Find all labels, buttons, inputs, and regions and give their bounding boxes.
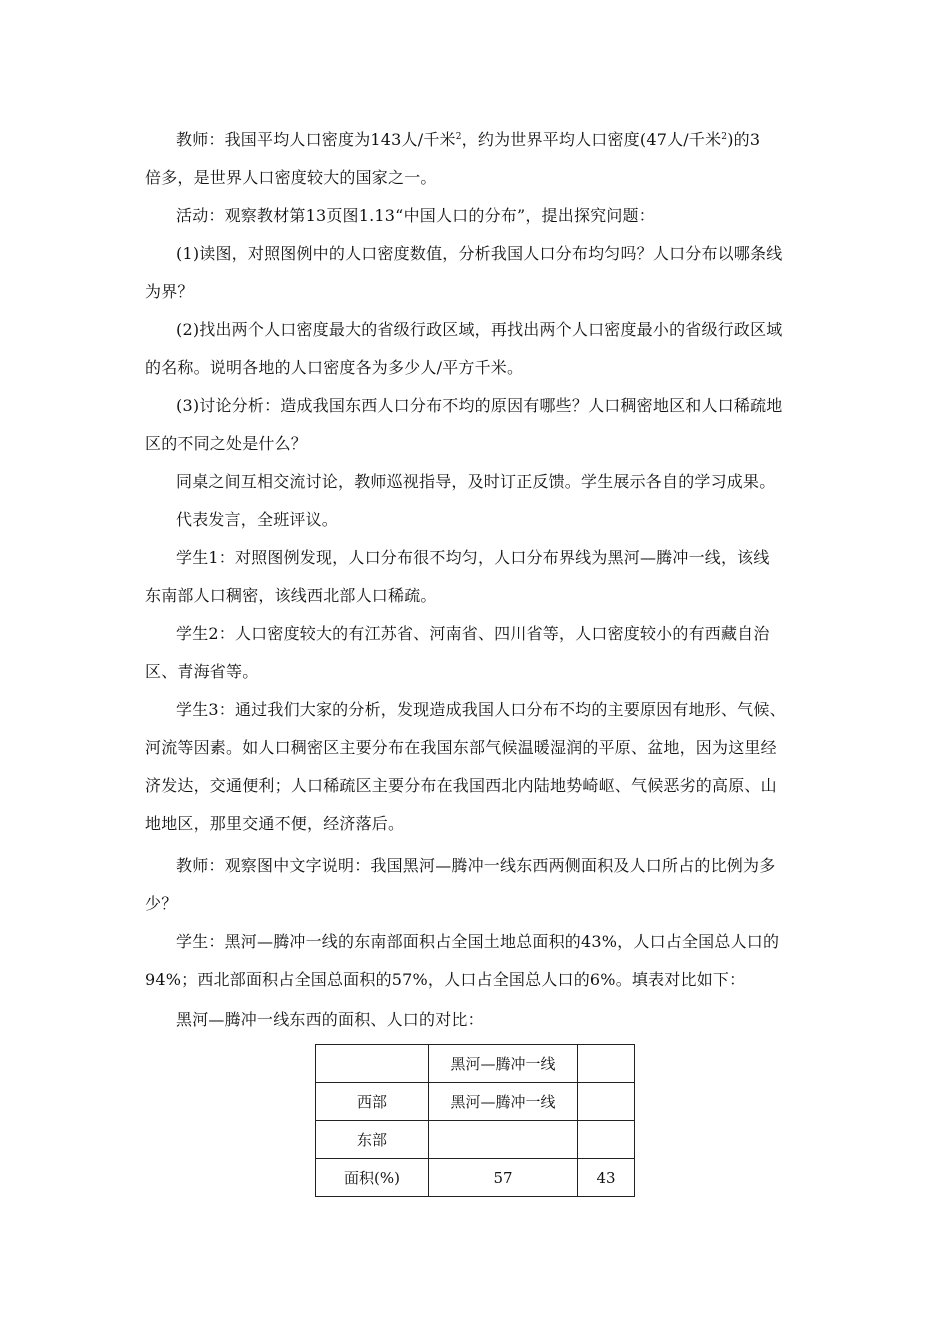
superscript: 2 — [721, 132, 728, 142]
table-cell — [578, 1045, 635, 1083]
paragraph-representatives: 代表发言，全班评议。 — [176, 510, 339, 529]
table-row — [316, 1083, 635, 1121]
table-cell: 面积(%) — [316, 1159, 429, 1197]
question-2-line2: 的名称。说明各地的人口密度各为多少人/平方千米。 — [145, 358, 524, 377]
table-cell: 57 — [429, 1159, 578, 1197]
teacher-question-line1: 教师：观察图中文字说明：我国黑河—腾冲一线东西两侧面积及人口所占的比例为多 — [176, 856, 776, 875]
student-3-line3: 济发达，交通便利；人口稀疏区主要分布在我国西北内陆地势崎岖、气候恶劣的高原、山 — [145, 776, 777, 795]
student-1-line1: 学生1：对照图例发现，人口分布很不均匀，人口分布界线为黑河—腾冲一线，该线 — [176, 548, 770, 567]
table-cell — [578, 1083, 635, 1121]
paragraph-activity: 活动：观察教材第13页图1.13“中国人口的分布”，提出探究问题： — [176, 206, 655, 225]
table-cell — [429, 1121, 578, 1159]
text-span: ，约为世界平均人口密度(47人/千米 — [461, 130, 722, 149]
table-cell: 黑河—腾冲一线 — [429, 1045, 578, 1083]
table-cell: 西部 — [316, 1083, 429, 1121]
student-answer-line1: 学生：黑河—腾冲一线的东南部面积占全国土地总面积的43%，人口占全国总人口的 — [176, 932, 780, 951]
teacher-question-line2: 少？ — [145, 894, 178, 913]
table-cell — [578, 1121, 635, 1159]
table-cell: 黑河—腾冲一线 — [429, 1083, 578, 1121]
student-3-line1: 学生3：通过我们大家的分析，发现造成我国人口分布不均的主要原因有地形、气候、 — [176, 700, 786, 719]
text-span: 教师：我国平均人口密度为143人/千米 — [176, 130, 456, 149]
student-1-line2: 东南部人口稠密，该线西北部人口稀疏。 — [145, 586, 437, 605]
superscript: 2 — [455, 132, 462, 142]
paragraph-teacher-density-line1 — [176, 128, 846, 152]
student-answer-line2: 94%；西北部面积占全国总面积的57%，人口占全国总人口的6%。填表对比如下： — [145, 970, 746, 989]
table-row — [316, 1121, 635, 1159]
question-1-line2: 为界？ — [145, 282, 194, 301]
table-cell: 43 — [578, 1159, 635, 1197]
table-cell: 东部 — [316, 1121, 429, 1159]
table-row — [316, 1159, 635, 1197]
table-row — [316, 1045, 635, 1083]
table-caption: 黑河—腾冲一线东西的面积、人口的对比： — [176, 1010, 484, 1029]
comparison-table — [315, 1044, 635, 1197]
paragraph-teacher-density-line2: 倍多，是世界人口密度较大的国家之一。 — [145, 168, 437, 187]
student-3-line2: 河流等因素。如人口稠密区主要分布在我国东部气候温暖湿润的平原、盆地，因为这里经 — [145, 738, 777, 757]
paragraph-discussion: 同桌之间互相交流讨论，教师巡视指导，及时订正反馈。学生展示各自的学习成果。 — [176, 472, 776, 491]
text-span: )的3 — [727, 130, 761, 149]
question-2-line1: (2)找出两个人口密度最大的省级行政区域，再找出两个人口密度最小的省级行政区域 — [176, 320, 783, 339]
table-cell — [316, 1045, 429, 1083]
question-3-line2: 区的不同之处是什么？ — [145, 434, 308, 453]
student-2-line2: 区、青海省等。 — [145, 662, 259, 681]
question-1-line1: (1)读图，对照图例中的人口密度数值，分析我国人口分布均匀吗？人口分布以哪条线 — [176, 244, 783, 263]
student-2-line1: 学生2：人口密度较大的有江苏省、河南省、四川省等，人口密度较小的有西藏自治 — [176, 624, 770, 643]
question-3-line1: (3)讨论分析：造成我国东西人口分布不均的原因有哪些？人口稠密地区和人口稀疏地 — [176, 396, 783, 415]
student-3-line4: 地地区，那里交通不便，经济落后。 — [145, 814, 405, 833]
